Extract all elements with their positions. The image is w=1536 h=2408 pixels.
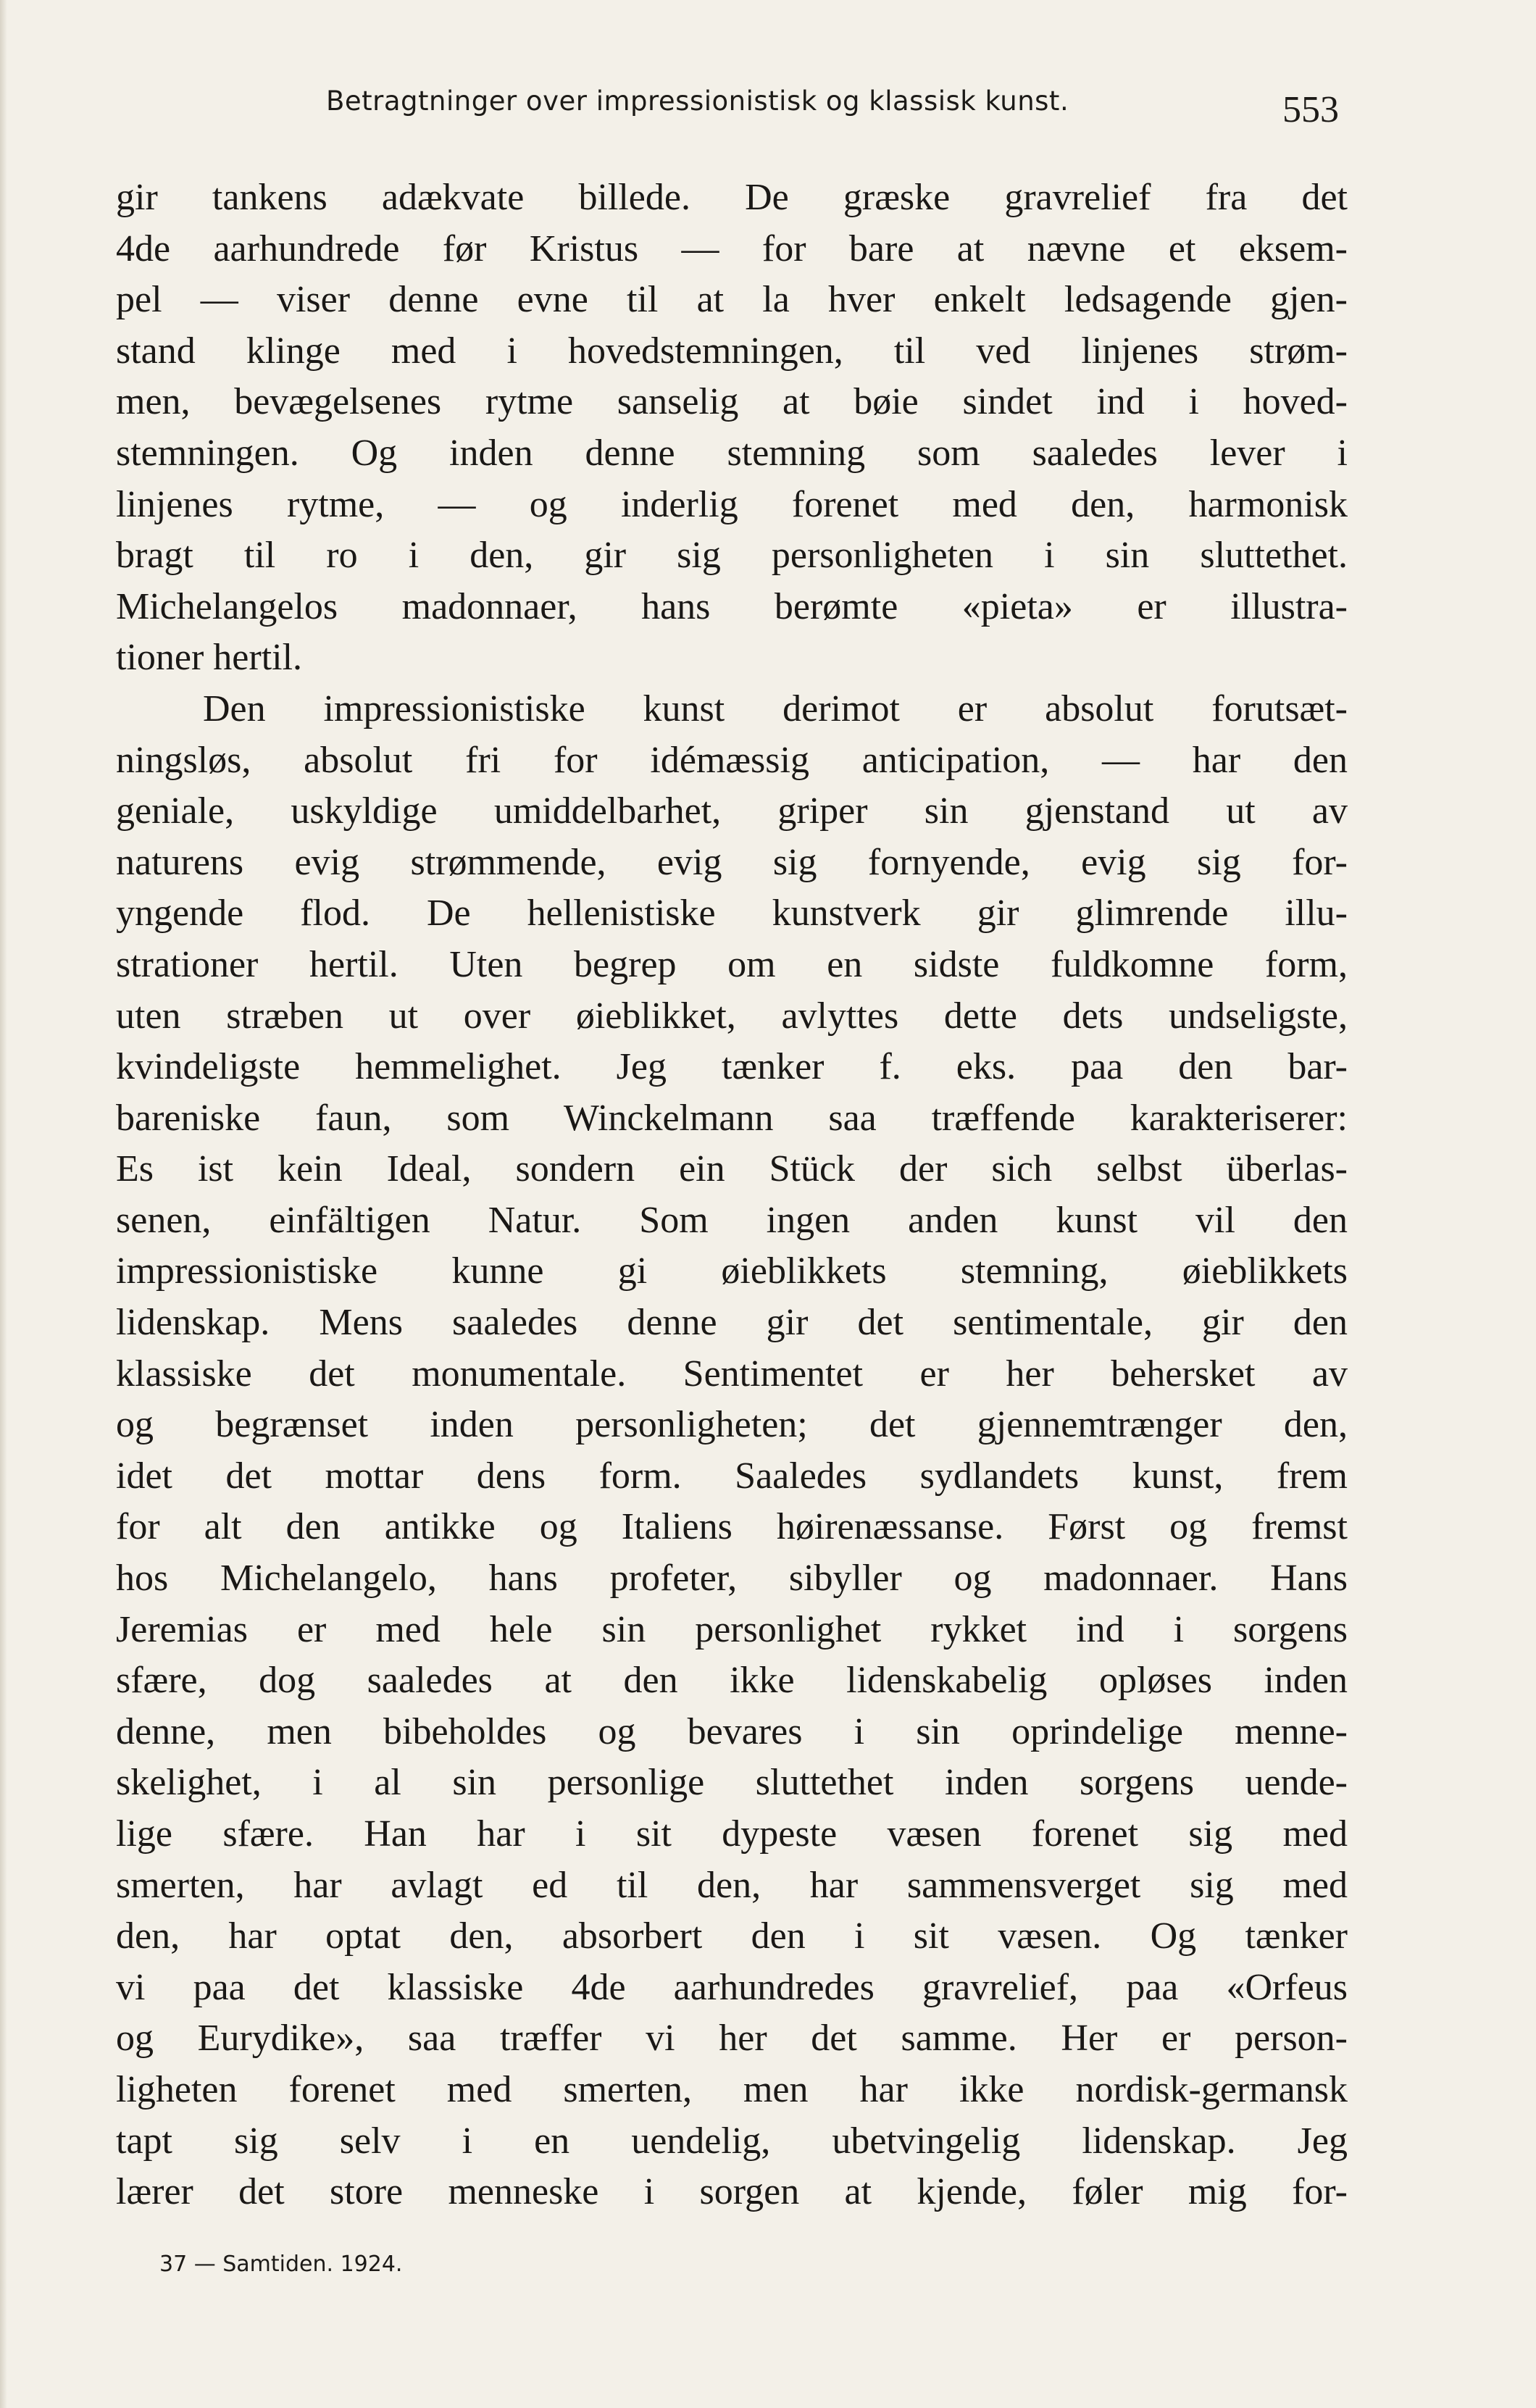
text-line: strationer hertil. Uten begrep om en sidste fuldkomne form, — [116, 943, 1348, 985]
text-line: pel — viser denne evne til at la hver enkelt ledsagende gjen- — [116, 279, 1348, 321]
text-line: lærer det store menneske i sorgen at kjende, føler mig for- — [116, 2171, 1348, 2213]
text-line: Jeremias er med hele sin personlighet rykket ind i sorgens — [116, 1608, 1348, 1650]
text-line: gir tankens adækvate billede. De græske gravrelief fra det — [116, 177, 1348, 218]
text-line: lige sfære. Han har i sit dypeste væsen forenet sig med — [116, 1813, 1348, 1855]
text-line: smerten, har avlagt ed til den, har sammensverget sig med — [116, 1864, 1348, 1906]
text-line: og begrænset inden personligheten; det gjennemtrænger den, — [116, 1404, 1348, 1446]
text-line: tioner hertil. — [116, 637, 303, 679]
text-line: senen, einfältigen Natur. Som ingen anden kunst vil den — [116, 1199, 1348, 1241]
text-line: bareniske faun, som Winckelmann saa træffende karakteriserer: — [116, 1097, 1348, 1139]
page-number: 553 — [1282, 89, 1339, 130]
text-line: lidenskap. Mens saaledes denne gir det sentimentale, gir den — [116, 1302, 1348, 1344]
text-line: og Eurydike», saa træffer vi her det samme. Her er person- — [116, 2018, 1348, 2060]
text-line: for alt den antikke og Italiens høirenæssanse. Først og fremst — [116, 1506, 1348, 1548]
text-line: skelighet, i al sin personlige sluttethet inden sorgens uende- — [116, 1762, 1348, 1804]
text-line: 4de aarhundrede før Kristus — for bare at nævne et eksem- — [116, 227, 1348, 269]
text-line: geniale, uskyldige umiddelbarhet, griper sin gjenstand ut av — [116, 790, 1348, 832]
paragraph — [116, 684, 1348, 2218]
text-line: kvindeligste hemmelighet. Jeg tænker f. eks. paa den bar- — [116, 1046, 1348, 1088]
paragraph — [116, 172, 1348, 684]
text-line: tapt sig selv i en uendelig, ubetvingelig lidenskap. Jeg — [116, 2120, 1348, 2162]
text-line: hos Michelangelo, hans profeter, sibyller og madonnaer. Hans — [116, 1558, 1348, 1600]
text-line: sfære, dog saaledes at den ikke lidenskabelig opløses inden — [116, 1660, 1348, 1702]
text-line: klassiske det monumentale. Sentimentet er her behersket av — [116, 1353, 1348, 1395]
text-line: Michelangelos madonnaer, hans berømte «pieta» er illustra- — [116, 585, 1348, 627]
text-line: stemningen. Og inden denne stemning som saaledes lever i — [116, 432, 1348, 474]
text-line: ningsløs, absolut fri for idémæssig anticipation, — har den — [116, 739, 1348, 781]
text-line: vi paa det klassiske 4de aarhundredes gravrelief, paa «Orfeus — [116, 1966, 1348, 2008]
page-edge-shadow — [0, 0, 7, 2408]
text-line: Es ist kein Ideal, sondern ein Stück der sich selbst überlas- — [116, 1148, 1348, 1190]
text-line: den, har optat den, absorbert den i sit væsen. Og tænker — [116, 1915, 1348, 1957]
text-line: men, bevægelsenes rytme sanselig at bøie sindet ind i hoved- — [116, 381, 1348, 423]
text-line: Den impressionistiske kunst derimot er absolut forutsæt- — [203, 687, 1348, 729]
text-line: stand klinge med i hovedstemningen, til ved linjenes strøm- — [116, 330, 1348, 372]
text-line: uten stræben ut over øieblikket, avlyttes dette dets undseligste, — [116, 995, 1348, 1037]
body-text — [116, 172, 1348, 2218]
text-line: linjenes rytme, — og inderlig forenet med den, harmonisk — [116, 483, 1348, 525]
running-title: Betragtninger over impressionistisk og klassisk kunst. — [326, 85, 1069, 117]
signature-line: 37 — Samtiden. 1924. — [159, 2252, 403, 2277]
text-line: impressionistiske kunne gi øieblikkets stemning, øieblikkets — [116, 1250, 1348, 1292]
text-line: naturens evig strømmende, evig sig fornyende, evig sig for- — [116, 841, 1348, 883]
text-line: bragt til ro i den, gir sig personligheten i sin sluttethet. — [116, 535, 1348, 577]
text-line: yngende flod. De hellenistiske kunstverk gir glimrende illu- — [116, 892, 1348, 935]
text-line: ligheten forenet med smerten, men har ikke nordisk-germansk — [116, 2068, 1348, 2110]
text-line: idet det mottar dens form. Saaledes sydlandets kunst, frem — [116, 1455, 1348, 1497]
text-line: denne, men bibeholdes og bevares i sin oprindelige menne- — [116, 1710, 1348, 1752]
